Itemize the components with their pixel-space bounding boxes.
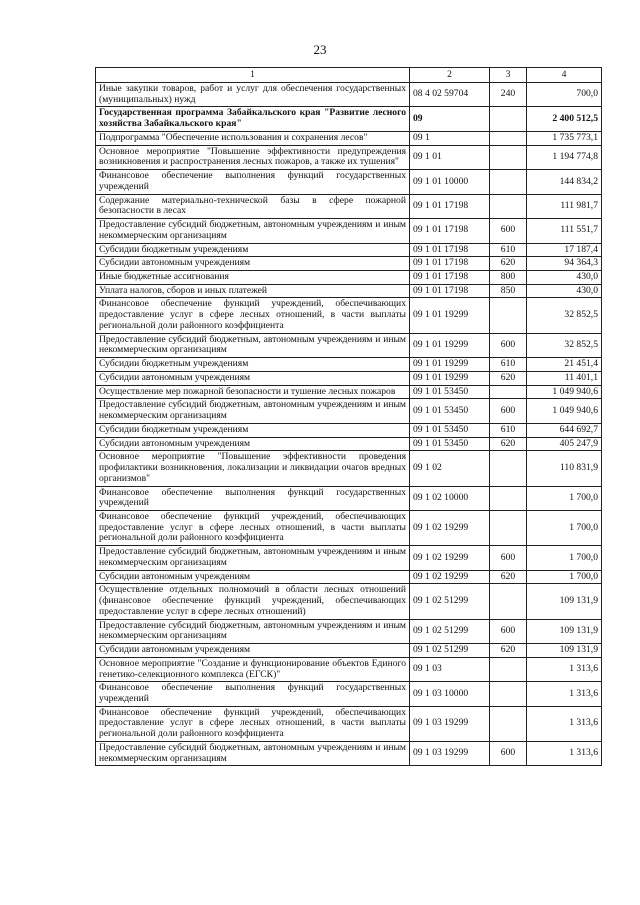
row-amount-cell: 644 692,7 [527, 423, 602, 437]
column-header-amount: 4 [527, 68, 602, 83]
row-code-cell: 09 1 01 19299 [410, 371, 490, 385]
row-amount-cell: 1 313,6 [527, 741, 602, 765]
column-header-name: 1 [96, 68, 410, 83]
row-type-cell [490, 385, 527, 399]
row-code-cell: 09 1 01 17198 [410, 284, 490, 298]
table-row [96, 423, 602, 437]
row-amount-cell: 109 131,9 [527, 619, 602, 643]
table-row [96, 570, 602, 584]
row-type-cell [490, 706, 527, 741]
table-row [96, 257, 602, 271]
row-name-cell: Содержание материально-технической базы в сфере пожарной безопасности в лесах [96, 194, 410, 218]
row-name-cell: Субсидии бюджетным учреждениям [96, 423, 410, 437]
table-row [96, 83, 602, 107]
row-name-cell: Финансовое обеспечение выполнения функций государственных учреждений [96, 682, 410, 706]
row-name-cell: Субсидии автономным учреждениям [96, 371, 410, 385]
row-name-cell: Государственная программа Забайкальского края "Развитие лесного хозяйства Забайкальского края" [96, 107, 410, 131]
row-name-cell: Предоставление субсидий бюджетным, автономным учреждениям и иным некоммерческим организациям [96, 399, 410, 423]
row-amount-cell: 1 700,0 [527, 486, 602, 510]
row-code-cell: 09 1 01 [410, 145, 490, 169]
row-code-cell: 09 1 01 53450 [410, 385, 490, 399]
table-row [96, 510, 602, 545]
row-code-cell: 09 1 02 19299 [410, 546, 490, 570]
row-code-cell: 09 1 03 [410, 657, 490, 681]
row-name-cell: Предоставление субсидий бюджетным, автономным учреждениям и иным некоммерческим организациям [96, 546, 410, 570]
row-code-cell: 09 1 02 51299 [410, 644, 490, 658]
table-row [96, 298, 602, 333]
table-row [96, 619, 602, 643]
table-row [96, 145, 602, 169]
row-name-cell: Предоставление субсидий бюджетным, автономным учреждениям и иным некоммерческим организациям [96, 619, 410, 643]
budget-table [95, 67, 602, 766]
row-type-cell: 620 [490, 371, 527, 385]
row-name-cell: Финансовое обеспечение функций учреждений, обеспечивающих предоставление услуг в сфере лесных отношений, в части выплаты региональной доли районного коэффициента [96, 510, 410, 545]
row-amount-cell: 21 451,4 [527, 358, 602, 372]
row-code-cell: 09 1 01 19299 [410, 333, 490, 357]
column-header-code: 2 [410, 68, 490, 83]
row-amount-cell: 1 700,0 [527, 546, 602, 570]
row-type-cell [490, 510, 527, 545]
row-type-cell [490, 657, 527, 681]
row-type-cell: 600 [490, 333, 527, 357]
row-name-cell: Субсидии автономным учреждениям [96, 644, 410, 658]
table-row [96, 657, 602, 681]
table-body [96, 83, 602, 766]
row-amount-cell: 1 313,6 [527, 682, 602, 706]
row-type-cell: 240 [490, 83, 527, 107]
row-name-cell: Субсидии автономным учреждениям [96, 570, 410, 584]
row-name-cell: Субсидии автономным учреждениям [96, 257, 410, 271]
row-amount-cell: 2 400 512,5 [527, 107, 602, 131]
row-name-cell: Субсидии автономным учреждениям [96, 437, 410, 451]
row-name-cell: Финансовое обеспечение функций учреждений, обеспечивающих предоставление услуг в сфере лесных отношений, в части выплаты региональной доли районного коэффициента [96, 298, 410, 333]
row-type-cell [490, 170, 527, 194]
row-amount-cell: 1 700,0 [527, 510, 602, 545]
table-row [96, 451, 602, 486]
row-amount-cell: 1 049 940,6 [527, 399, 602, 423]
row-name-cell: Субсидии бюджетным учреждениям [96, 358, 410, 372]
table-row [96, 546, 602, 570]
row-type-cell: 620 [490, 437, 527, 451]
row-name-cell: Основное мероприятие "Повышение эффективности проведения профилактики возникновения, локализации и ликвидации очагов вредных организмов" [96, 451, 410, 486]
row-type-cell: 620 [490, 257, 527, 271]
row-type-cell: 620 [490, 570, 527, 584]
row-amount-cell: 1 735 773,1 [527, 131, 602, 145]
table-row [96, 437, 602, 451]
row-code-cell: 09 1 01 17198 [410, 194, 490, 218]
row-code-cell: 09 1 [410, 131, 490, 145]
row-name-cell: Финансовое обеспечение функций учреждений, обеспечивающих предоставление услуг в сфере лесных отношений, в части выплаты региональной доли районного коэффициента [96, 706, 410, 741]
table-row [96, 644, 602, 658]
table-row [96, 371, 602, 385]
table-row [96, 486, 602, 510]
table-row [96, 131, 602, 145]
row-name-cell: Иные закупки товаров, работ и услуг для обеспечения государственных (муниципальных) нужд [96, 83, 410, 107]
row-type-cell: 620 [490, 644, 527, 658]
row-amount-cell: 1 049 940,6 [527, 385, 602, 399]
table-row [96, 706, 602, 741]
row-code-cell: 09 1 01 10000 [410, 170, 490, 194]
row-name-cell: Основное мероприятие "Повышение эффективности предупреждения возникновения и распространения лесных пожаров, а также их тушения" [96, 145, 410, 169]
row-amount-cell: 430,0 [527, 284, 602, 298]
row-code-cell: 09 1 01 17198 [410, 257, 490, 271]
row-code-cell: 09 1 03 19299 [410, 706, 490, 741]
table-row [96, 741, 602, 765]
row-amount-cell: 700,0 [527, 83, 602, 107]
row-code-cell: 09 1 01 17198 [410, 243, 490, 257]
row-type-cell [490, 682, 527, 706]
table-row [96, 284, 602, 298]
row-type-cell [490, 131, 527, 145]
table-row [96, 194, 602, 218]
row-name-cell: Субсидии бюджетным учреждениям [96, 243, 410, 257]
table-row [96, 170, 602, 194]
table-row [96, 358, 602, 372]
row-amount-cell: 1 313,6 [527, 706, 602, 741]
column-header-type: 3 [490, 68, 527, 83]
row-amount-cell: 405 247,9 [527, 437, 602, 451]
row-amount-cell: 109 131,9 [527, 644, 602, 658]
row-amount-cell: 94 364,3 [527, 257, 602, 271]
row-code-cell: 09 1 01 19299 [410, 298, 490, 333]
row-type-cell: 600 [490, 546, 527, 570]
row-name-cell: Финансовое обеспечение выполнения функций государственных учреждений [96, 486, 410, 510]
table-row [96, 682, 602, 706]
row-type-cell [490, 584, 527, 619]
row-name-cell: Финансовое обеспечение выполнения функций государственных учреждений [96, 170, 410, 194]
row-amount-cell: 32 852,5 [527, 298, 602, 333]
row-code-cell: 09 [410, 107, 490, 131]
row-type-cell [490, 298, 527, 333]
row-name-cell: Предоставление субсидий бюджетным, автономным учреждениям и иным некоммерческим организациям [96, 333, 410, 357]
row-name-cell: Предоставление субсидий бюджетным, автономным учреждениям и иным некоммерческим организациям [96, 219, 410, 243]
table-row [96, 271, 602, 285]
row-code-cell: 09 1 01 53450 [410, 437, 490, 451]
row-type-cell: 610 [490, 423, 527, 437]
row-amount-cell: 1 313,6 [527, 657, 602, 681]
row-amount-cell: 144 834,2 [527, 170, 602, 194]
row-amount-cell: 111 981,7 [527, 194, 602, 218]
row-amount-cell: 1 700,0 [527, 570, 602, 584]
row-type-cell: 850 [490, 284, 527, 298]
row-name-cell: Осуществление мер пожарной безопасности и тушение лесных пожаров [96, 385, 410, 399]
row-code-cell: 09 1 01 19299 [410, 358, 490, 372]
row-type-cell: 800 [490, 271, 527, 285]
row-name-cell: Основное мероприятие "Создание и функционирование объектов Единого генетико-селекционного комплекса (ЕГСК)" [96, 657, 410, 681]
row-amount-cell: 1 194 774,8 [527, 145, 602, 169]
row-code-cell: 09 1 02 10000 [410, 486, 490, 510]
row-code-cell: 09 1 01 17198 [410, 271, 490, 285]
row-type-cell [490, 451, 527, 486]
row-code-cell: 09 1 01 17198 [410, 219, 490, 243]
table-row [96, 385, 602, 399]
row-type-cell: 600 [490, 219, 527, 243]
row-code-cell: 09 1 03 19299 [410, 741, 490, 765]
row-code-cell: 09 1 02 [410, 451, 490, 486]
row-type-cell [490, 486, 527, 510]
row-code-cell: 09 1 02 51299 [410, 619, 490, 643]
row-code-cell: 09 1 02 51299 [410, 584, 490, 619]
row-type-cell: 600 [490, 741, 527, 765]
row-amount-cell: 430,0 [527, 271, 602, 285]
row-amount-cell: 32 852,5 [527, 333, 602, 357]
table-header-row [96, 68, 602, 83]
row-code-cell: 09 1 03 10000 [410, 682, 490, 706]
row-name-cell: Предоставление субсидий бюджетным, автономным учреждениям и иным некоммерческим организациям [96, 741, 410, 765]
row-name-cell: Иные бюджетные ассигнования [96, 271, 410, 285]
row-code-cell: 09 1 01 53450 [410, 423, 490, 437]
row-type-cell: 610 [490, 243, 527, 257]
row-type-cell [490, 145, 527, 169]
row-code-cell: 08 4 02 59704 [410, 83, 490, 107]
row-amount-cell: 17 187,4 [527, 243, 602, 257]
table-row [96, 333, 602, 357]
table-row [96, 584, 602, 619]
table-row [96, 399, 602, 423]
row-type-cell [490, 194, 527, 218]
row-type-cell: 600 [490, 399, 527, 423]
row-amount-cell: 111 551,7 [527, 219, 602, 243]
row-amount-cell: 11 401,1 [527, 371, 602, 385]
row-type-cell: 600 [490, 619, 527, 643]
table-row [96, 219, 602, 243]
row-name-cell: Осуществление отдельных полномочий в области лесных отношений (финансовое обеспечение функций учреждений, обеспечивающих предоставление услуг в сфере лесных отношений) [96, 584, 410, 619]
table-row [96, 243, 602, 257]
row-code-cell: 09 1 02 19299 [410, 510, 490, 545]
row-name-cell: Уплата налогов, сборов и иных платежей [96, 284, 410, 298]
row-code-cell: 09 1 01 53450 [410, 399, 490, 423]
row-type-cell: 610 [490, 358, 527, 372]
row-code-cell: 09 1 02 19299 [410, 570, 490, 584]
table-row [96, 107, 602, 131]
row-amount-cell: 109 131,9 [527, 584, 602, 619]
row-amount-cell: 110 831,9 [527, 451, 602, 486]
row-name-cell: Подпрограмма "Обеспечение использования и сохранения лесов" [96, 131, 410, 145]
page-number: 23 [313, 42, 327, 57]
row-type-cell [490, 107, 527, 131]
